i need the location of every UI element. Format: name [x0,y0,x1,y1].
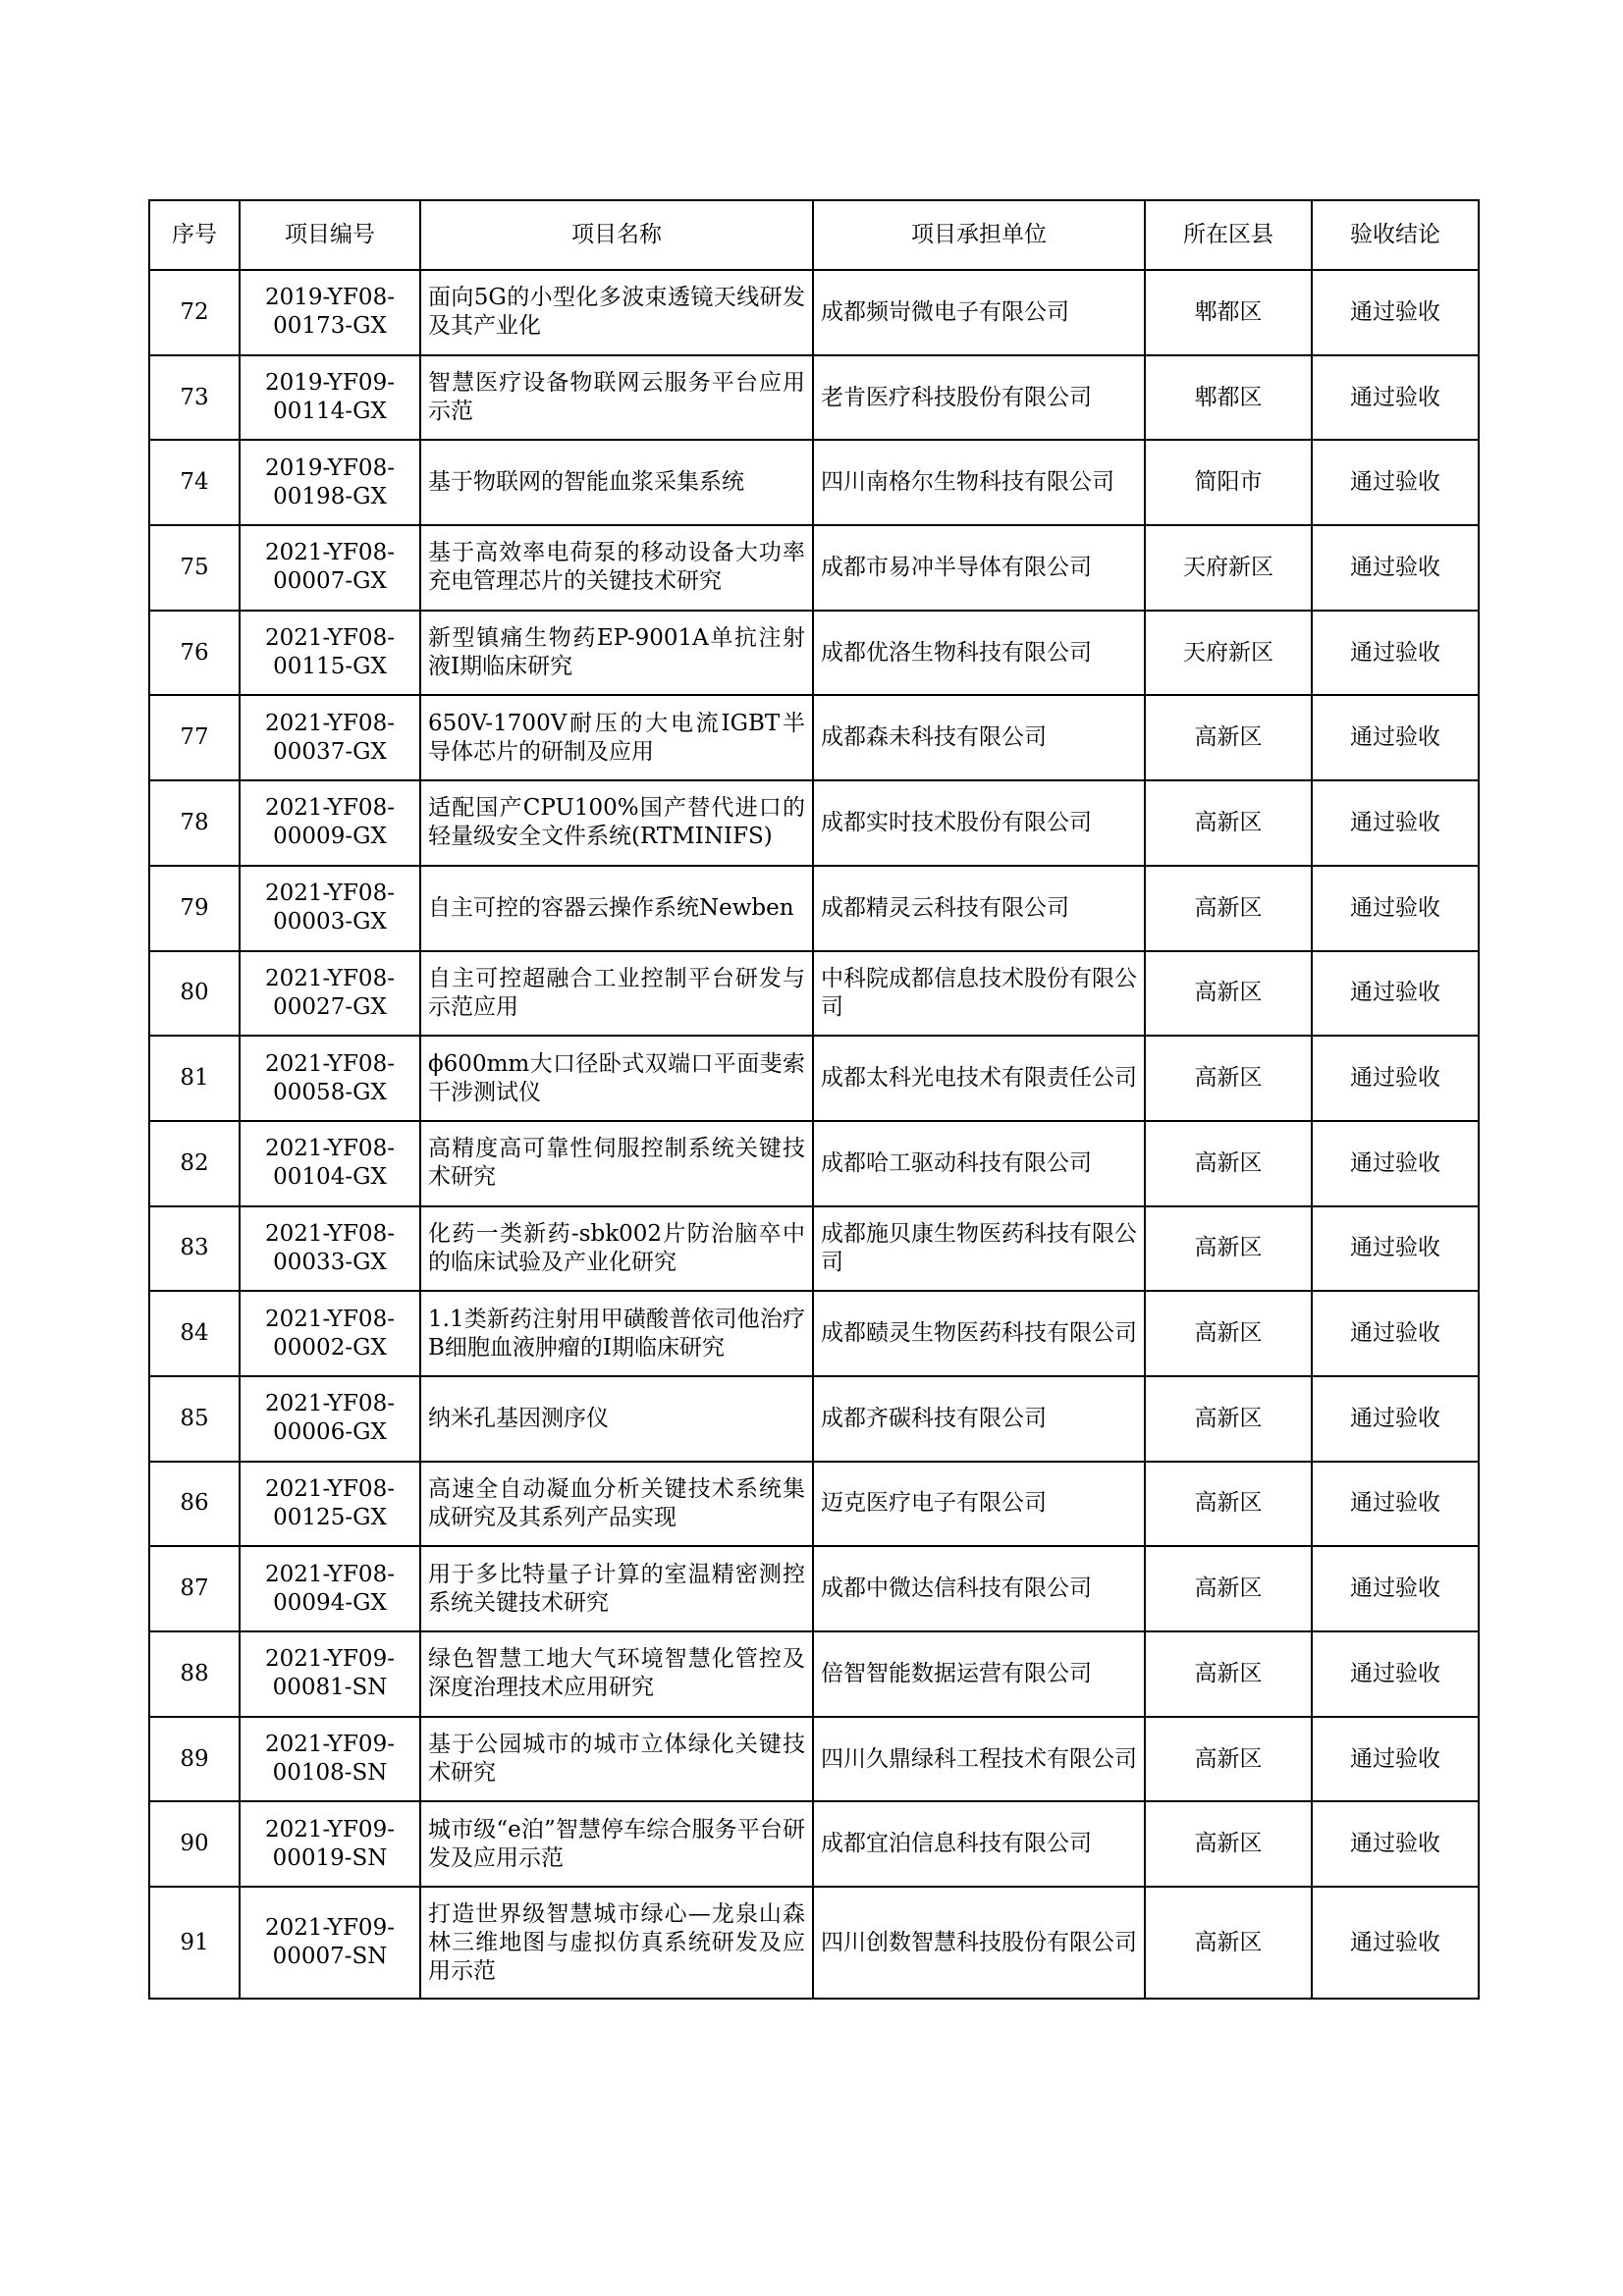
cell-serial-number: 89 [149,1717,240,1802]
cell-project-code [240,1121,420,1206]
project-code-line-1: 2021-YF08- [265,965,395,991]
project-code-line-2: 00081-SN [272,1675,388,1701]
project-code-line-2: 00114-GX [273,399,387,425]
cell-project-code [240,1801,420,1887]
project-code-line-1: 2021-YF08- [265,881,395,907]
project-code-line-1: 2019-YF08- [265,454,395,481]
cell-district: 高新区 [1145,1376,1312,1462]
table-row [149,355,1479,441]
cell-district: 高新区 [1145,780,1312,866]
project-code-line-2: 00037-GX [273,738,387,765]
cell-district: 高新区 [1145,1801,1312,1887]
cell-project-name: 绿色智慧工地大气环境智慧化管控及深度治理技术应用研究 [420,1631,813,1717]
table-row [149,1036,1479,1121]
cell-project-code [240,1546,420,1631]
project-code-line-2: 00003-GX [273,909,387,935]
cell-project-code [240,1717,420,1802]
cell-serial-number: 79 [149,866,240,951]
cell-serial-number: 88 [149,1631,240,1717]
cell-acceptance-result: 通过验收 [1312,1631,1479,1717]
cell-undertaking-unit: 四川创数智慧科技股份有限公司 [813,1887,1145,1999]
table-row [149,525,1479,611]
cell-project-name: 用于多比特量子计算的室温精密测控系统关键技术研究 [420,1546,813,1631]
cell-acceptance-result: 通过验收 [1312,611,1479,696]
project-code-line-1: 2021-YF09- [265,1646,395,1673]
cell-project-code [240,1887,420,1999]
cell-undertaking-unit: 老肯医疗科技股份有限公司 [813,355,1145,441]
cell-serial-number: 83 [149,1206,240,1292]
cell-serial-number: 72 [149,270,240,355]
project-code-line-2: 00173-GX [273,313,387,340]
project-code-line-2: 00002-GX [273,1334,387,1361]
table-row [149,1462,1479,1547]
cell-district: 高新区 [1145,1717,1312,1802]
cell-acceptance-result: 通过验收 [1312,951,1479,1037]
project-code-line-2: 00058-GX [273,1079,387,1105]
project-code-line-2: 00009-GX [273,824,387,850]
cell-undertaking-unit: 成都赜灵生物医药科技有限公司 [813,1291,1145,1376]
cell-project-code [240,780,420,866]
cell-acceptance-result: 通过验收 [1312,695,1479,780]
cell-acceptance-result: 通过验收 [1312,1546,1479,1631]
cell-undertaking-unit: 成都施贝康生物医药科技有限公司 [813,1206,1145,1292]
table-row [149,1121,1479,1206]
cell-project-code [240,1206,420,1292]
cell-serial-number: 84 [149,1291,240,1376]
header-project-code: 项目编号 [240,200,420,270]
cell-acceptance-result: 通过验收 [1312,1376,1479,1462]
project-code-line-2: 00198-GX [273,483,387,509]
cell-acceptance-result: 通过验收 [1312,1717,1479,1802]
cell-acceptance-result: 通过验收 [1312,780,1479,866]
project-code-line-1: 2021-YF08- [265,1391,395,1417]
cell-district: 高新区 [1145,1206,1312,1292]
header-acceptance-result: 验收结论 [1312,200,1479,270]
cell-project-name: 高速全自动凝血分析关键技术系统集成研究及其系列产品实现 [420,1462,813,1547]
table-row [149,695,1479,780]
project-code-line-1: 2021-YF09- [265,1732,395,1758]
cell-district: 郫都区 [1145,355,1312,441]
cell-district: 天府新区 [1145,525,1312,611]
cell-project-code [240,1291,420,1376]
project-code-line-1: 2021-YF08- [265,1050,395,1077]
cell-project-code [240,951,420,1037]
project-code-line-1: 2021-YF09- [265,1915,395,1942]
cell-district: 高新区 [1145,1121,1312,1206]
cell-serial-number: 74 [149,440,240,525]
cell-undertaking-unit: 成都精灵云科技有限公司 [813,866,1145,951]
project-code-line-1: 2021-YF08- [265,1306,395,1332]
header-project-name: 项目名称 [420,200,813,270]
cell-undertaking-unit: 成都森未科技有限公司 [813,695,1145,780]
table-row [149,1376,1479,1462]
cell-project-name: 基于公园城市的城市立体绿化关键技术研究 [420,1717,813,1802]
table-row [149,611,1479,696]
project-code-line-2: 00094-GX [273,1589,387,1616]
project-code-line-2: 00027-GX [273,993,387,1020]
cell-district: 天府新区 [1145,611,1312,696]
table-row [149,866,1479,951]
project-code-line-1: 2021-YF08- [265,625,395,652]
cell-project-name: 自主可控超融合工业控制平台研发与示范应用 [420,951,813,1037]
project-code-line-1: 2021-YF09- [265,1816,395,1842]
cell-project-name: 1.1类新药注射用甲磺酸普依司他治疗B细胞血液肿瘤的I期临床研究 [420,1291,813,1376]
table-row [149,1887,1479,1999]
project-code-line-1: 2021-YF08- [265,1475,395,1502]
cell-project-code [240,525,420,611]
cell-acceptance-result: 通过验收 [1312,1206,1479,1292]
project-code-line-2: 00033-GX [273,1249,387,1275]
cell-project-code [240,1036,420,1121]
cell-district: 高新区 [1145,1887,1312,1999]
project-code-line-1: 2021-YF08- [265,1220,395,1247]
cell-district: 高新区 [1145,951,1312,1037]
cell-serial-number: 86 [149,1462,240,1547]
cell-district: 高新区 [1145,1291,1312,1376]
cell-project-code [240,695,420,780]
cell-project-code [240,1376,420,1462]
cell-project-code [240,270,420,355]
cell-project-code [240,611,420,696]
project-code-line-1: 2021-YF08- [265,540,395,566]
project-code-line-2: 00007-SN [272,1944,388,1970]
cell-project-name: 适配国产CPU100%国产替代进口的轻量级安全文件系统(RTMINIFS) [420,780,813,866]
project-code-line-1: 2021-YF08- [265,710,395,736]
cell-undertaking-unit: 迈克医疗电子有限公司 [813,1462,1145,1547]
cell-project-code [240,866,420,951]
cell-serial-number: 76 [149,611,240,696]
cell-district: 高新区 [1145,1036,1312,1121]
cell-undertaking-unit: 成都优洛生物科技有限公司 [813,611,1145,696]
cell-acceptance-result: 通过验收 [1312,1801,1479,1887]
cell-serial-number: 78 [149,780,240,866]
cell-project-name: 纳米孔基因测序仪 [420,1376,813,1462]
table-row [149,440,1479,525]
project-code-line-2: 00007-GX [273,568,387,595]
cell-project-name: 面向5G的小型化多波束透镜天线研发及其产业化 [420,270,813,355]
cell-acceptance-result: 通过验收 [1312,866,1479,951]
cell-acceptance-result: 通过验收 [1312,1291,1479,1376]
cell-undertaking-unit: 四川南格尔生物科技有限公司 [813,440,1145,525]
cell-undertaking-unit: 成都中微达信科技有限公司 [813,1546,1145,1631]
cell-undertaking-unit: 成都太科光电技术有限责任公司 [813,1036,1145,1121]
cell-undertaking-unit: 倍智智能数据运营有限公司 [813,1631,1145,1717]
cell-acceptance-result: 通过验收 [1312,1121,1479,1206]
project-code-line-2: 00125-GX [273,1504,387,1530]
cell-project-code [240,1462,420,1547]
project-acceptance-table [148,199,1480,2000]
cell-serial-number: 73 [149,355,240,441]
cell-acceptance-result: 通过验收 [1312,270,1479,355]
cell-undertaking-unit: 成都实时技术股份有限公司 [813,780,1145,866]
project-code-line-2: 00104-GX [273,1164,387,1191]
header-undertaking-unit: 项目承担单位 [813,200,1145,270]
cell-undertaking-unit: 成都齐碳科技有限公司 [813,1376,1145,1462]
cell-acceptance-result: 通过验收 [1312,1887,1479,1999]
cell-project-name: ϕ600mm大口径卧式双端口平面斐索干涉测试仪 [420,1036,813,1121]
cell-project-name: 基于高效率电荷泵的移动设备大功率充电管理芯片的关键技术研究 [420,525,813,611]
cell-undertaking-unit: 成都市易冲半导体有限公司 [813,525,1145,611]
cell-undertaking-unit: 四川久鼎绿科工程技术有限公司 [813,1717,1145,1802]
project-code-line-1: 2019-YF09- [265,370,395,397]
project-code-line-2: 00115-GX [273,654,387,680]
header-district: 所在区县 [1145,200,1312,270]
cell-project-code [240,1631,420,1717]
cell-project-name: 城市级“e泊”智慧停车综合服务平台研发及应用示范 [420,1801,813,1887]
table-row [149,780,1479,866]
cell-serial-number: 87 [149,1546,240,1631]
cell-project-code [240,355,420,441]
cell-district: 高新区 [1145,1546,1312,1631]
cell-project-code [240,440,420,525]
cell-project-name: 打造世界级智慧城市绿心—龙泉山森林三维地图与虚拟仿真系统研发及应用示范 [420,1887,813,1999]
cell-project-name: 自主可控的容器云操作系统Newben [420,866,813,951]
table-row [149,1801,1479,1887]
cell-serial-number: 82 [149,1121,240,1206]
cell-serial-number: 85 [149,1376,240,1462]
cell-serial-number: 81 [149,1036,240,1121]
cell-undertaking-unit: 成都频岢微电子有限公司 [813,270,1145,355]
cell-district: 高新区 [1145,866,1312,951]
cell-acceptance-result: 通过验收 [1312,525,1479,611]
cell-serial-number: 90 [149,1801,240,1887]
cell-undertaking-unit: 成都宜泊信息科技有限公司 [813,1801,1145,1887]
cell-district: 郫都区 [1145,270,1312,355]
project-code-line-2: 00006-GX [273,1419,387,1446]
project-code-line-1: 2021-YF08- [265,1136,395,1162]
cell-project-name: 基于物联网的智能血浆采集系统 [420,440,813,525]
cell-project-name: 化药一类新药-sbk002片防治脑卒中的临床试验及产业化研究 [420,1206,813,1292]
header-serial-number: 序号 [149,200,240,270]
cell-undertaking-unit: 成都哈工驱动科技有限公司 [813,1121,1145,1206]
project-code-line-2: 00019-SN [272,1844,388,1871]
table-row [149,1717,1479,1802]
table-row [149,1206,1479,1292]
cell-project-name: 650V-1700V耐压的大电流IGBT半导体芯片的研制及应用 [420,695,813,780]
cell-serial-number: 80 [149,951,240,1037]
header-row [149,200,1479,270]
cell-project-name: 新型镇痛生物药EP-9001A单抗注射液I期临床研究 [420,611,813,696]
cell-district: 简阳市 [1145,440,1312,525]
cell-acceptance-result: 通过验收 [1312,1036,1479,1121]
table-row [149,1631,1479,1717]
cell-serial-number: 77 [149,695,240,780]
table-row [149,951,1479,1037]
cell-district: 高新区 [1145,695,1312,780]
cell-project-name: 智慧医疗设备物联网云服务平台应用示范 [420,355,813,441]
cell-acceptance-result: 通过验收 [1312,355,1479,441]
table-row [149,1291,1479,1376]
table-row [149,1546,1479,1631]
project-code-line-1: 2019-YF08- [265,285,395,311]
cell-undertaking-unit: 中科院成都信息技术股份有限公司 [813,951,1145,1037]
cell-acceptance-result: 通过验收 [1312,440,1479,525]
cell-serial-number: 75 [149,525,240,611]
project-code-line-1: 2021-YF08- [265,1561,395,1587]
cell-serial-number: 91 [149,1887,240,1999]
project-code-line-1: 2021-YF08- [265,795,395,822]
cell-district: 高新区 [1145,1631,1312,1717]
table-row [149,270,1479,355]
cell-district: 高新区 [1145,1462,1312,1547]
project-code-line-2: 00108-SN [272,1760,388,1787]
cell-project-name: 高精度高可靠性伺服控制系统关键技术研究 [420,1121,813,1206]
cell-acceptance-result: 通过验收 [1312,1462,1479,1547]
